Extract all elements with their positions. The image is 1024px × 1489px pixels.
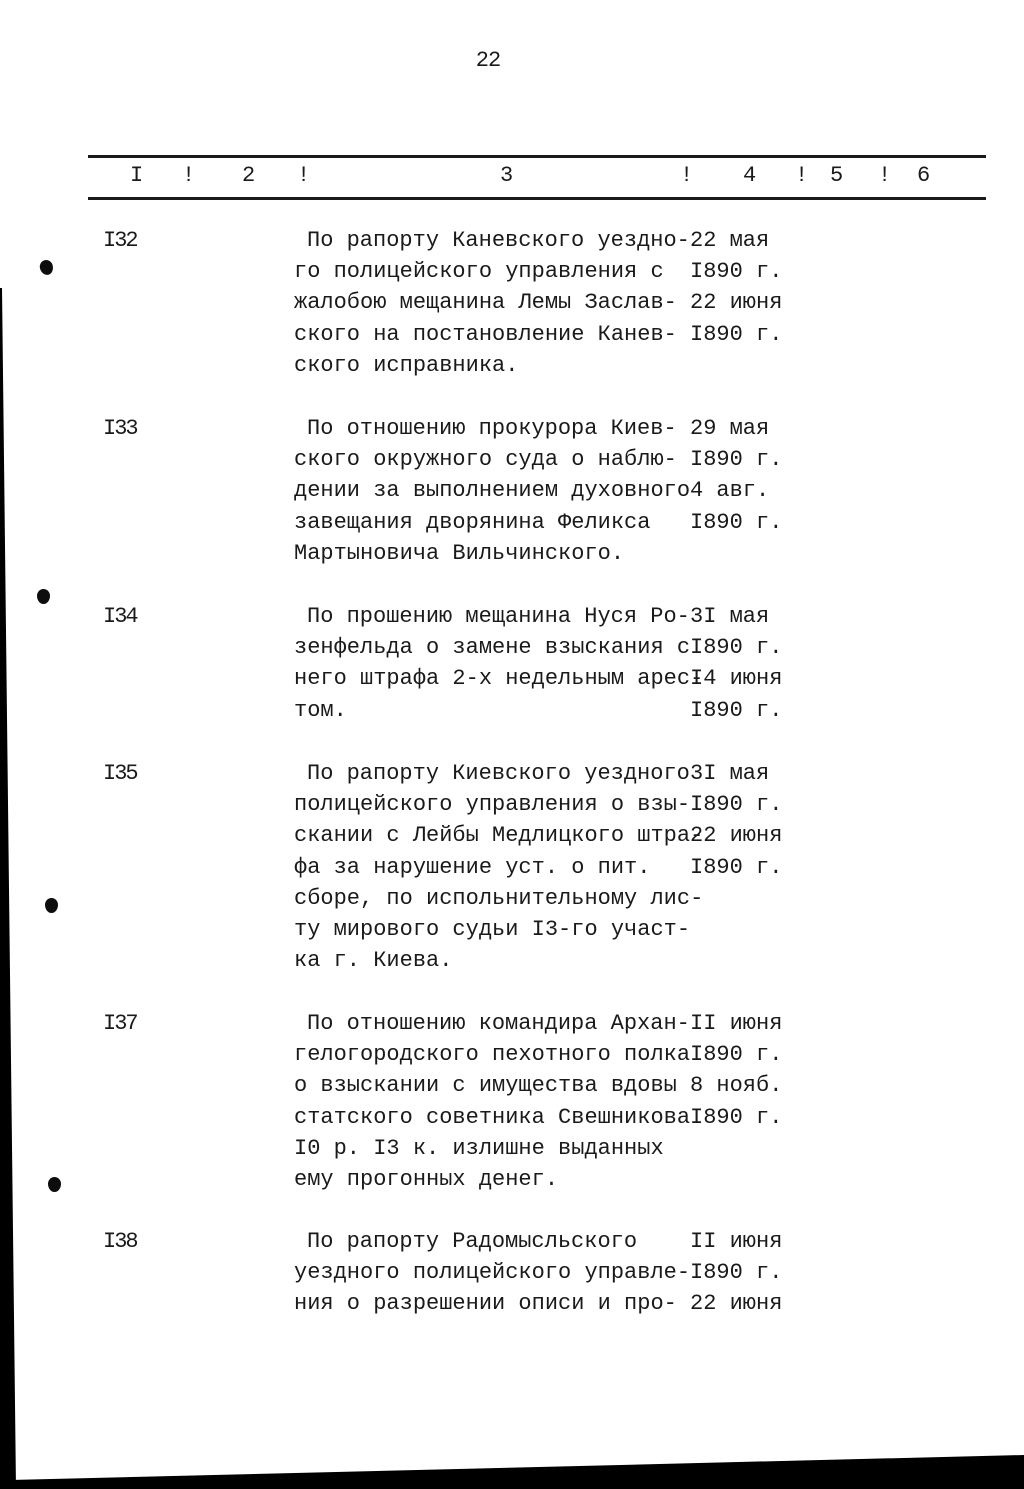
date-line: II июня (690, 1011, 783, 1036)
case-dates (690, 601, 790, 726)
case-number: I35 (103, 761, 137, 786)
description-line: ского на постановление Канев- (294, 321, 677, 347)
description-line: ния о разрешении описи и про- (294, 1291, 677, 1317)
description-line: фа за нарушение уст. о пит. (294, 854, 651, 880)
description-line: гелогородского пехотного полка (294, 1042, 691, 1068)
description-line: ского исправника. (294, 352, 519, 378)
date-line: 3I мая (690, 604, 770, 629)
table-header-bottom-rule (88, 197, 986, 200)
table-header-row (0, 163, 1024, 191)
date-line: I890 г. (690, 854, 783, 880)
description-line: I0 р. I3 к. излишне выданных (294, 1135, 664, 1161)
column-header-2: 2 (242, 163, 256, 188)
description-line: По отношению прокурора Киев- (307, 416, 677, 441)
description-line: По прошению мещанина Нуся Ро- (307, 604, 690, 629)
date-line: 22 июня (690, 1291, 783, 1317)
case-dates (690, 225, 790, 350)
case-description (294, 601, 704, 726)
case-dates (690, 1226, 790, 1320)
column-header-3: 3 (500, 163, 514, 188)
date-line: I890 г. (690, 509, 783, 535)
date-line: 4 авг. (690, 478, 770, 504)
case-description (294, 1226, 691, 1320)
date-line: 8 нояб. (690, 1073, 783, 1099)
description-line: дении за выполнением духовного (294, 478, 691, 504)
description-line: ему прогонных денег. (294, 1167, 559, 1193)
description-line: сборе, по испольнительному лис- (294, 885, 704, 911)
date-line: I890 г. (690, 635, 783, 661)
description-line: ского окружного суда о наблю- (294, 447, 677, 473)
date-line: I890 г. (690, 697, 783, 723)
description-line: По рапорту Каневского уездно- (307, 228, 690, 253)
description-line: том. (294, 697, 347, 723)
case-dates (690, 758, 790, 883)
date-line: I890 г. (690, 1104, 783, 1130)
description-line: По рапорту Радомысльского (307, 1229, 638, 1254)
date-line: I890 г. (690, 447, 783, 473)
table-header-top-rule (88, 155, 986, 158)
case-number: I33 (103, 416, 137, 441)
case-description (294, 413, 691, 569)
page-number: 22 (475, 48, 501, 73)
column-separator: ! (680, 163, 694, 188)
description-line: го полицейского управления с (294, 259, 664, 285)
case-number: I38 (103, 1229, 137, 1254)
date-line: I4 июня (690, 666, 783, 692)
description-line: По отношению командира Архан- (307, 1011, 690, 1036)
description-line: зенфельда о замене взыскания с (294, 635, 691, 661)
case-dates (690, 413, 790, 538)
column-separator: ! (297, 163, 311, 188)
date-line: I890 г. (690, 1042, 783, 1068)
date-line: 22 мая (690, 228, 770, 253)
date-line: I890 г. (690, 1260, 783, 1286)
case-dates (690, 1008, 790, 1133)
description-line: статского советника Свешникова (294, 1104, 691, 1130)
column-header-6: 6 (917, 163, 931, 188)
case-number: I32 (103, 228, 137, 253)
description-line: По рапорту Киевского уездного (307, 761, 690, 786)
date-line: I890 г. (690, 259, 783, 285)
case-number: I37 (103, 1011, 137, 1036)
column-header-4: 4 (743, 163, 757, 188)
description-line: него штрафа 2-х недельным арес- (294, 666, 704, 692)
description-line: скании с Лейбы Медлицкого штра- (294, 823, 704, 849)
date-line: II июня (690, 1229, 783, 1254)
date-line: I890 г. (690, 792, 783, 818)
description-line: завещания дворянина Феликса (294, 509, 651, 535)
case-description (294, 225, 690, 381)
date-line: 22 июня (690, 290, 783, 316)
date-line: I890 г. (690, 321, 783, 347)
date-line: 22 июня (690, 823, 783, 849)
column-separator: ! (795, 163, 809, 188)
date-line: 3I мая (690, 761, 770, 786)
description-line: жалобою мещанина Лемы Заслав- (294, 290, 677, 316)
description-line: ка г. Киева. (294, 948, 453, 974)
case-number: I34 (103, 604, 137, 629)
column-separator: ! (878, 163, 892, 188)
case-description (294, 758, 704, 976)
column-header-5: 5 (830, 163, 844, 188)
column-header-1: I (130, 163, 144, 188)
description-line: о взыскании с имущества вдовы (294, 1073, 677, 1099)
case-description (294, 1008, 691, 1195)
description-line: уездного полицейского управле- (294, 1260, 691, 1286)
description-line: Мартыновича Вильчинского. (294, 540, 625, 566)
date-line: 29 мая (690, 416, 770, 441)
column-separator: ! (182, 163, 196, 188)
description-line: ту мирового судьи I3-го участ- (294, 917, 691, 943)
description-line: полицейского управления о взы- (294, 792, 691, 818)
